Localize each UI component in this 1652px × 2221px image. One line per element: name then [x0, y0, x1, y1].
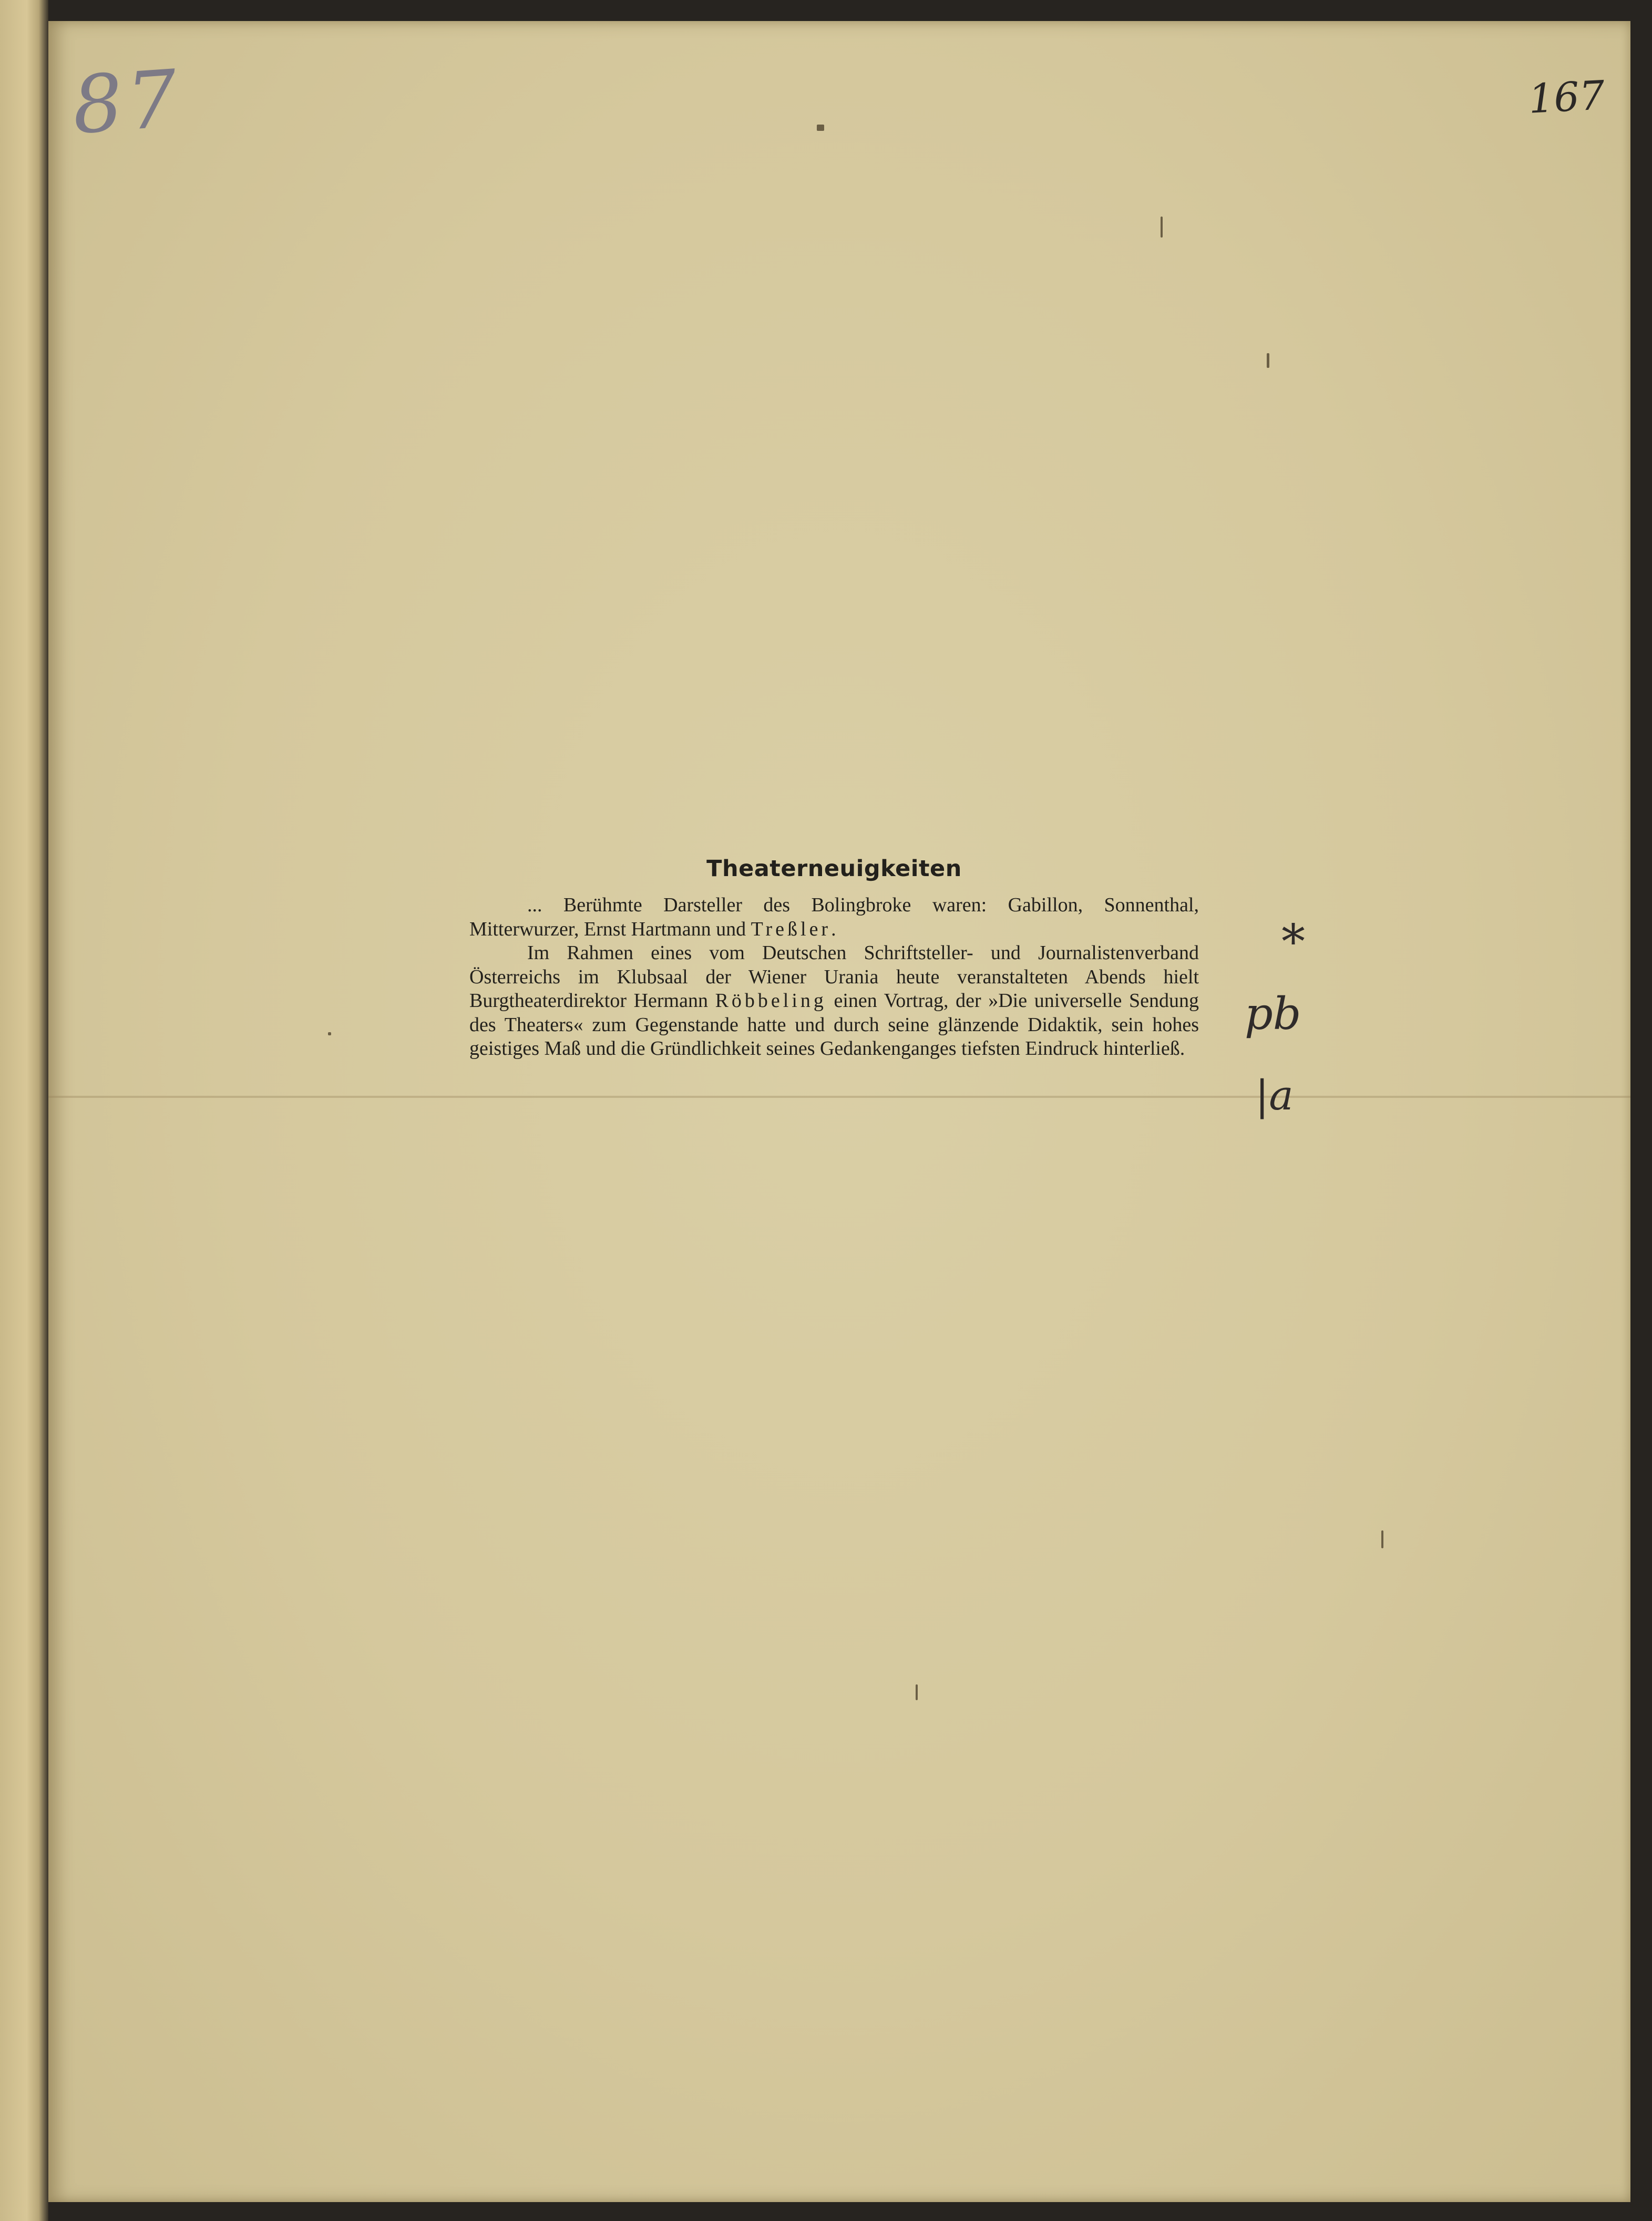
handwritten-folio-right: 167 — [1527, 71, 1606, 122]
paragraph-1-text-a: ... Berühmte Darsteller des Bolingbroke waren: Gabillon, Sonnenthal, Mitterwurzer, Ernst Hartmann und — [469, 894, 1199, 940]
article-headline: Theaterneuigkeiten — [706, 856, 962, 882]
paper-speck — [916, 1684, 918, 1700]
paragraph-1-text-b: . — [831, 918, 836, 940]
article-paragraph-2 — [469, 941, 1199, 1061]
paragraph-2-text-a: Im Rahmen eines vom Deutschen Schriftsteller- und Journalistenverband Österreichs im Klubsaal der Wiener Urania heute veranstalteten Abends hielt Burgtheaterdirektor Hermann — [469, 942, 1199, 1012]
document-page — [48, 21, 1630, 2202]
margin-note-la: |a — [1255, 1072, 1294, 1119]
paper-speck — [817, 125, 824, 131]
adjacent-page-edge — [0, 0, 48, 2221]
margin-asterisk: * — [1281, 914, 1305, 970]
paragraph-1-spaced-name: Treßler — [751, 918, 832, 940]
paper-speck — [1267, 353, 1269, 368]
article-paragraph-1 — [469, 893, 1199, 941]
paragraph-2-text-b: einen Vortrag, der »Die universelle Sendung des Theaters« zum Gegenstande hatte und durch seine glänzende Didaktik, sein hohes geistiges Maß und die Gründlichkeit seines Gedankenganges tiefsten Eindruck hinterließ. — [469, 990, 1199, 1060]
margin-note-pb: pb — [1245, 988, 1301, 1040]
paper-speck — [328, 1032, 331, 1035]
newspaper-article — [469, 856, 1199, 1061]
page-fold-line — [48, 1096, 1630, 1098]
paragraph-2-spaced-name: Röbbeling — [715, 990, 827, 1012]
handwritten-folio-left: 87 — [69, 53, 184, 152]
paper-speck — [1381, 1530, 1383, 1548]
paper-speck — [1161, 217, 1163, 238]
